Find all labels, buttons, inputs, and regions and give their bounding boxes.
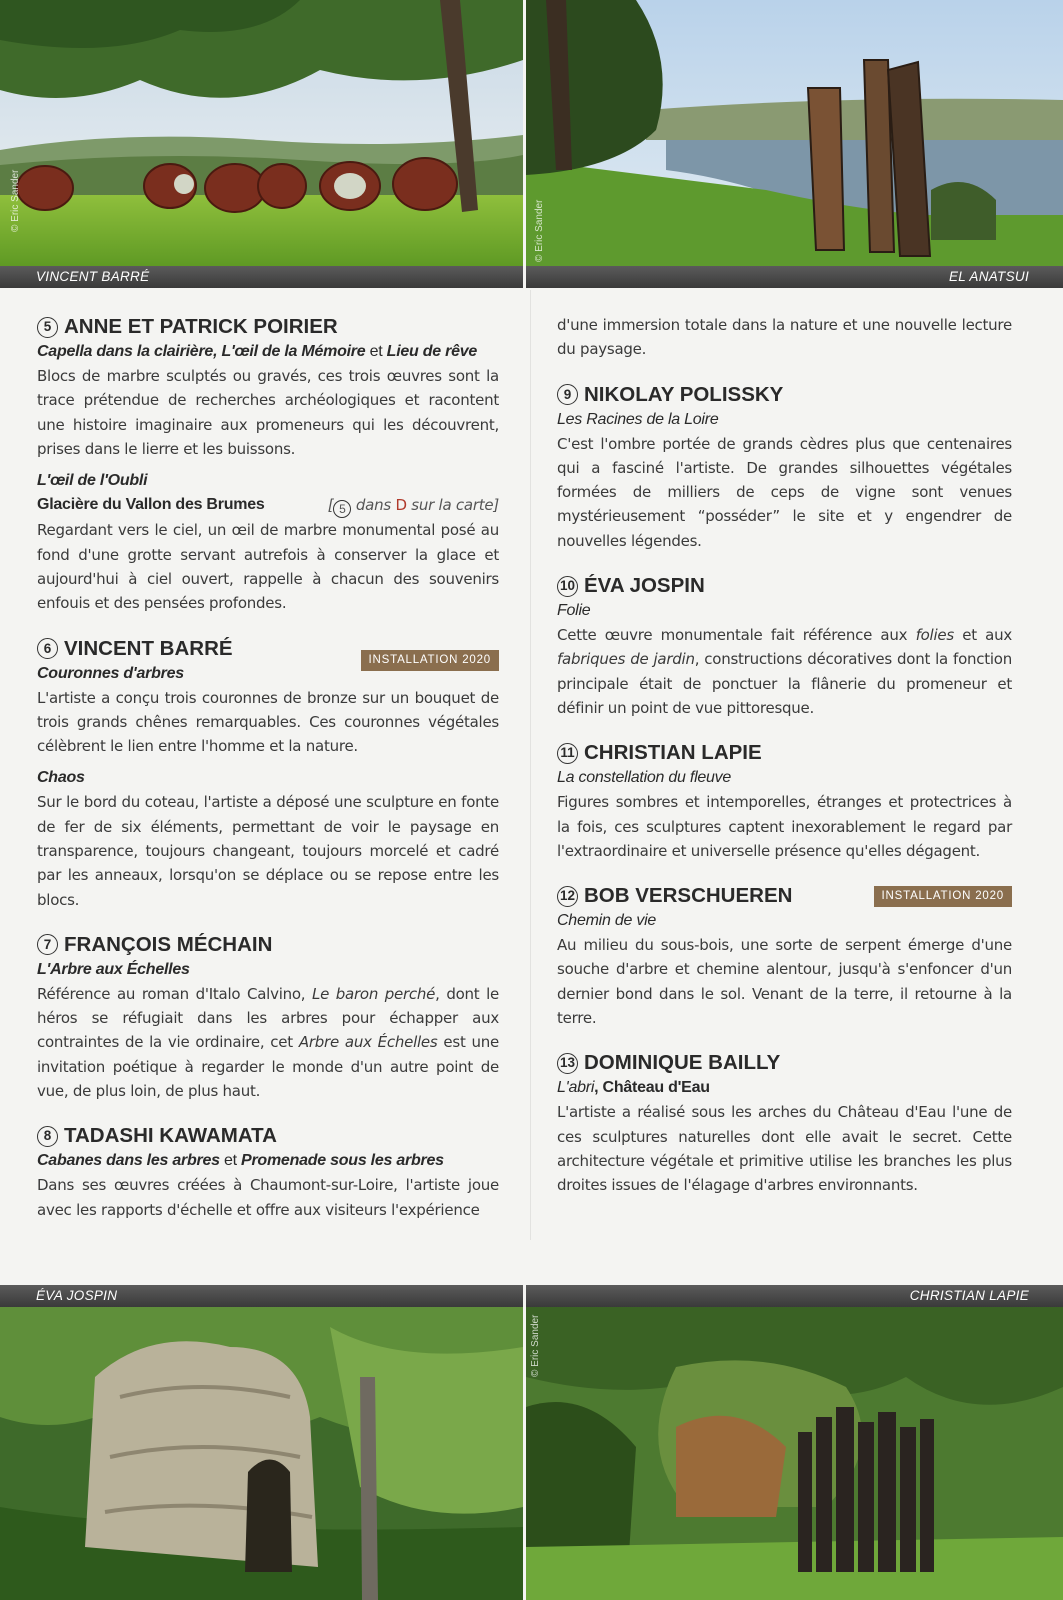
work-title-b: Lieu de rêve — [386, 343, 478, 360]
work-title-text: La constellation du fleuve — [557, 769, 732, 787]
caption-text: VINCENT BARRÉ — [36, 269, 150, 284]
text-italic: Le baron perché — [312, 984, 436, 1003]
map-letter: D — [395, 496, 407, 515]
text-part: Cette œuvre monumentale fait référence aux — [557, 626, 916, 645]
work-title-a: Capella dans la clairière, L'œil de la Mémoire — [37, 343, 366, 360]
work-title-row — [37, 654, 499, 686]
section-text: Au milieu du sous-bois, une sorte de serpent émerge d'une souche d'arbre et chemine alentour, jusqu'à s'enfoncer d'un dernier bond dans le sol. Venant de la terre, il retourne à la terre. — [557, 936, 1012, 1028]
ref-end: sur la carte] — [406, 496, 499, 515]
photo-credit: © Eric Sander — [530, 1314, 541, 1377]
ref-number: 5 — [333, 500, 351, 518]
text-part: , dont le héros se réfugiait dans les arbres pour échapper aux contraintes de la vie ordinaire, cet — [37, 984, 500, 1052]
caption-text: CHRISTIAN LAPIE — [909, 1288, 1029, 1303]
caption-vincent-barre — [0, 266, 523, 288]
section-text — [557, 623, 1012, 720]
photo-vincent-barre-image — [0, 0, 523, 266]
artist-name: DOMINIQUE BAILLY — [584, 1051, 781, 1075]
number-badge: 8 — [37, 1126, 58, 1147]
caption-text: ÉVA JOSPIN — [36, 1288, 118, 1303]
continued-text: d'une immersion totale dans la nature et une nouvelle lecture du paysage. — [557, 316, 1012, 359]
section-text — [37, 982, 499, 1103]
section-13-heading — [557, 1050, 1012, 1076]
work-title — [557, 909, 1012, 933]
number-badge: 12 — [557, 886, 578, 907]
left-column — [37, 314, 499, 1222]
text-part: Référence au roman d'Italo Calvino, — [37, 984, 312, 1003]
text-part: , constructions décoratives dont la fonction principale était de ponctuer la flânerie du promeneur et définir un point de vue pittoresque. — [557, 650, 1012, 717]
work-title-text: Chaos — [37, 769, 85, 787]
work-title-text: L'abri — [557, 1079, 595, 1097]
section-text: C'est l'ombre portée de grands cèdres plus que centenaires qui a fasciné l'artiste. De grandes silhouettes végétales formées de milliers de ceps de vigne sont venues mystérieusement “posséder” le site et y engendrer de nouvelles légendes. — [557, 434, 1012, 550]
text-part: est une invitation poétique à regarder le monde d'un autre point de vue, de plus loin, de plus haut. — [37, 1033, 500, 1101]
work-title — [557, 1076, 1012, 1100]
work-title-text: Chemin de vie — [557, 912, 657, 930]
location-line — [37, 493, 499, 518]
work-title — [557, 766, 1012, 790]
caption-el-anatsui — [526, 266, 1063, 288]
text-italic: fabriques de jardin — [557, 650, 695, 669]
photo-eva-jospin-image — [0, 1307, 523, 1600]
work-title — [37, 1149, 499, 1173]
work-title — [557, 599, 1012, 623]
work-title-and: et — [365, 343, 387, 360]
photo-christian-lapie — [526, 1307, 1063, 1600]
work-title-and: et — [219, 1152, 242, 1170]
photo-el-anatsui — [526, 0, 1063, 266]
section-8-heading — [37, 1123, 499, 1149]
ref-dans: dans — [351, 496, 396, 515]
photo-credit: © Eric Sander — [10, 169, 21, 232]
number-badge: 11 — [557, 743, 578, 764]
work-title-a: Cabanes dans les arbres — [37, 1152, 220, 1170]
photo-christian-lapie-image — [526, 1307, 1063, 1600]
artist-name: CHRISTIAN LAPIE — [584, 741, 762, 765]
section-10-heading — [557, 573, 1012, 599]
section-12-heading — [557, 883, 1012, 909]
artist-name: ÉVA JOSPIN — [584, 574, 705, 598]
section-9-heading — [557, 382, 1012, 408]
location-name: Glacière du Vallon des Brumes — [37, 496, 265, 514]
section-text: L'artiste a conçu trois couronnes de bronze sur un bouquet de trois grands chênes remarquables. Ces couronnes végétales célèbrent le lien entre l'homme et la nature. — [37, 688, 499, 756]
number-badge: 7 — [37, 934, 58, 955]
section-text: Dans ses œuvres créées à Chaumont-sur-Loire, l'artiste joue avec les rapports d'échelle et offre aux visiteurs l'expérience — [37, 1176, 499, 1219]
text-italic: Arbre aux Échelles — [298, 1033, 438, 1052]
ref-open: [ — [327, 496, 334, 515]
work-title-b: Promenade sous les arbres — [241, 1152, 444, 1170]
work-title-text: Couronnes d'arbres — [37, 664, 184, 682]
map-reference — [328, 493, 499, 518]
section-text: Blocs de marbre sculptés ou gravés, ces trois œuvres sont la trace prétendue de recherches archéologiques et racontent une histoire imaginaire aux promeneurs qui les découvrent, prises dans le lierre et les buissons. — [37, 367, 499, 458]
section-text: Regardant vers le ciel, un œil de marbre monumental posé au fond d'une grotte servant autrefois à conserver la glace et aujourd'hui à ciel ouvert, rappelle à chacun des souvenirs enfouis et des pensées profondes. — [37, 521, 499, 613]
number-badge: 5 — [37, 317, 58, 338]
number-badge: 9 — [557, 384, 578, 405]
work-title — [37, 766, 499, 790]
artist-name: BOB VERSCHUEREN — [584, 884, 793, 908]
caption-christian-lapie — [526, 1285, 1063, 1307]
section-text: Sur le bord du coteau, l'artiste a déposé une sculpture en fonte de fer de six éléments, permettant de voir le paysage en transparence, toujours changeant, toujours morcelé et cadré par les anneaux, lorsqu'on se déplace ou se repose entre les blocs. — [37, 793, 499, 909]
artist-name: FRANÇOIS MÉCHAIN — [64, 932, 273, 956]
photo-credit: © Eric Sander — [534, 199, 545, 262]
work-title-text: Les Racines de la Loire — [557, 410, 719, 428]
photo-el-anatsui-image — [526, 0, 1063, 266]
section-text: Figures sombres et intemporelles, étranges et protectrices à la fois, ces sculptures captent inexorablement le regard par l'extraordinaire et universelle présence qu'elles dégagent. — [557, 793, 1012, 860]
section-5-heading — [37, 314, 499, 340]
work-title — [557, 408, 1012, 432]
work-title-text: Folie — [557, 602, 591, 620]
section-11-heading — [557, 740, 1012, 766]
text-part: et aux — [953, 626, 1012, 645]
artist-name: NIKOLAY POLISSKY — [584, 382, 784, 406]
installation-tag: INSTALLATION 2020 — [361, 650, 499, 671]
caption-eva-jospin — [0, 1285, 523, 1307]
text-italic: folies — [915, 626, 954, 645]
artist-name: TADASHI KAWAMATA — [64, 1124, 277, 1148]
page-fold — [530, 290, 531, 1240]
right-column — [557, 313, 1012, 1198]
section-7-heading — [37, 932, 499, 958]
photo-eva-jospin — [0, 1307, 523, 1600]
number-badge: 10 — [557, 576, 578, 597]
number-badge: 13 — [557, 1053, 578, 1074]
installation-tag: INSTALLATION 2020 — [874, 886, 1012, 907]
work-title — [37, 469, 499, 493]
artist-name: ANNE ET PATRICK POIRIER — [64, 315, 338, 338]
work-title — [37, 340, 499, 364]
number-badge: 6 — [37, 638, 58, 659]
caption-text: EL ANATSUI — [948, 269, 1029, 284]
work-title — [37, 958, 499, 982]
work-title-text: L'œil de l'Oubli — [37, 472, 148, 490]
work-title-text: L'Arbre aux Échelles — [37, 960, 190, 978]
artist-name: VINCENT BARRÉ — [64, 636, 233, 660]
section-text: L'artiste a réalisé sous les arches du Château d'Eau l'une de ces sculptures naturelles dont elle avait le secret. Cette architecture végétale et primitive utilise les branches les plus droites issues de l'élagage d'arbres environnants. — [557, 1103, 1012, 1195]
work-location: , Château d'Eau — [594, 1079, 710, 1097]
photo-vincent-barre — [0, 0, 523, 266]
